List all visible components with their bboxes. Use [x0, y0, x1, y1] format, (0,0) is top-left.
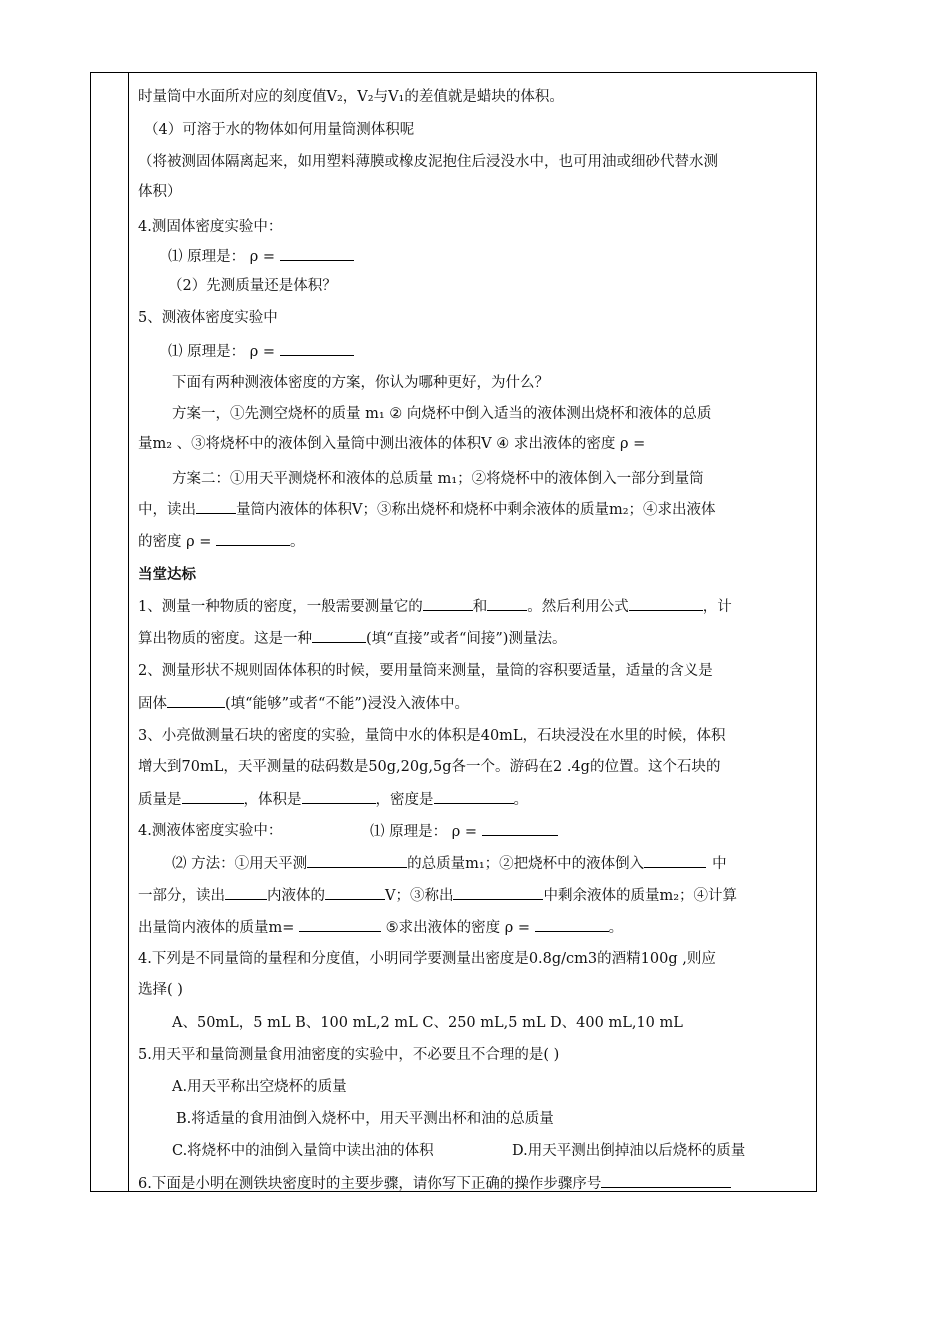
text-segment: 。 [290, 534, 305, 550]
text-segment: 6.下面是小明在测铁块密度时的主要步骤，请你写下正确的操作步骤序号 [138, 1176, 602, 1192]
answer-blank[interactable] [312, 628, 366, 643]
text-segment: 和 [472, 599, 488, 615]
principle-line [168, 246, 354, 267]
text-line [138, 596, 732, 617]
text-line: 4.测固体密度实验中： [138, 219, 283, 235]
choice-option-b: B.将适量的食用油倒入烧杯中，用天平测出杯和油的总质量 [176, 1111, 554, 1127]
text-line: 2、测量形状不规则固体体积的时候，要用量筒来测量，量筒的容积要适量，适量的含义是 [138, 663, 713, 679]
answer-blank[interactable] [644, 853, 706, 868]
text-line: （2）先测质量还是体积？ [168, 278, 337, 294]
text-segment: (填“直接”或者“间接”)测量法。 [366, 631, 567, 647]
text-segment: ⑤求出液体的密度 ρ = [385, 920, 531, 936]
text-line: 5、测液体密度实验中 [138, 310, 278, 326]
text-segment: ，计 [702, 599, 732, 615]
text-segment: ，体积是 [243, 792, 302, 808]
text-segment: 算出物质的密度。这是一种 [138, 631, 312, 647]
answer-blank[interactable] [487, 596, 527, 611]
answer-blank[interactable] [434, 789, 514, 804]
text-segment: 量筒内液体的体积V；③称出烧杯和烧杯中剩余液体的质量m₂；④求出液体 [236, 502, 716, 518]
text-segment: 的总质量m₁；②把烧杯中的液体倒入 [407, 856, 645, 872]
text-segment: 。 [608, 920, 624, 936]
section-heading: 当堂达标 [138, 567, 196, 583]
principle-label: ⑴ 原理是： ρ = [370, 824, 478, 840]
choice-option-c: C.将烧杯中的油倒入量筒中读出油的体积 [172, 1143, 434, 1159]
text-segment: 中 [712, 856, 727, 872]
text-line: 5.用天平和量筒测量食用油密度的实验中，不必要且不合理的是( ) [138, 1047, 560, 1063]
text-line: 4.下列是不同量筒的量程和分度值，小明同学要测量出密度是0.8g/cm3的酒精100g ,则应 [138, 951, 716, 967]
text-segment: 一部分，读出 [138, 888, 225, 904]
text-line [138, 693, 469, 714]
text-line: 4.测液体密度实验中： [138, 823, 283, 839]
answer-blank[interactable] [423, 596, 473, 611]
text-line: 时量筒中水面所对应的刻度值V₂，V₂与V₁的差值就是蜡块的体积。 [138, 89, 564, 105]
text-line: 方案二：①用天平测烧杯和液体的总质量 m₁；②将烧杯中的液体倒入一部分到量筒 [172, 471, 704, 487]
text-segment: V；③称出 [385, 888, 454, 904]
answer-blank[interactable] [601, 1173, 731, 1188]
text-segment: 的密度 ρ = [138, 534, 212, 550]
text-line: （将被测固体隔离起来，如用塑料薄膜或橡皮泥抱住后浸没水中，也可用油或细砂代替水测 [138, 154, 718, 170]
choice-option-a: A.用天平称出空烧杯的质量 [172, 1079, 347, 1095]
text-segment: 内液体的 [267, 888, 325, 904]
answer-blank[interactable] [482, 821, 558, 836]
text-line [138, 1173, 731, 1194]
text-line [138, 628, 566, 649]
answer-blank[interactable] [182, 789, 244, 804]
answer-blank[interactable] [325, 885, 385, 900]
text-segment: 。 [513, 792, 528, 808]
choice-option-d: D.用天平测出倒掉油以后烧杯的质量 [512, 1143, 746, 1159]
answer-blank[interactable] [629, 596, 703, 611]
text-line [138, 917, 623, 938]
answer-blank[interactable] [280, 341, 354, 356]
text-line: 量m₂ 、③将烧杯中的液体倒入量筒中测出液体的体积V ④ 求出液体的密度 ρ = [138, 436, 646, 452]
text-segment: 中，读出 [138, 502, 196, 518]
principle-label: ⑴ 原理是： ρ = [168, 344, 276, 360]
text-segment: (填“能够”或者“不能”)浸没入液体中。 [225, 696, 469, 712]
principle-line [370, 821, 558, 842]
answer-blank[interactable] [196, 499, 236, 514]
text-line [172, 853, 727, 874]
text-line [138, 885, 737, 906]
text-line [138, 499, 716, 520]
answer-blank[interactable] [167, 693, 225, 708]
text-line: 3、小亮做测量石块的密度的实验，量筒中水的体积是40mL，石块浸没在水里的时候，体积 [138, 728, 726, 744]
text-segment: 质量是 [138, 792, 182, 808]
text-line: （4）可溶于水的物体如何用量筒测体积呢 [144, 122, 415, 138]
answer-blank[interactable] [453, 885, 543, 900]
text-segment: 1、测量一种物质的密度，一般需要测量它的 [138, 599, 423, 615]
table-column-divider-left [128, 72, 129, 1192]
text-line [138, 789, 528, 810]
text-segment: ，密度是 [375, 792, 434, 808]
text-line: 体积） [138, 184, 182, 200]
text-segment: 中剩余液体的质量m₂；④计算 [543, 888, 738, 904]
table-column-divider-right [816, 72, 817, 1192]
principle-label: ⑴ 原理是： ρ = [168, 249, 276, 265]
text-line: 下面有两种测液体密度的方案，你认为哪种更好，为什么？ [172, 375, 549, 391]
answer-blank[interactable] [535, 917, 609, 932]
answer-blank[interactable] [307, 853, 407, 868]
text-segment: 出量筒内液体的质量m= [138, 920, 295, 936]
text-line [138, 531, 305, 552]
answer-blank[interactable] [225, 885, 267, 900]
choice-options: A、50mL，5 mL B、100 mL,2 mL C、250 mL,5 mL D、400 mL,10 mL [172, 1015, 683, 1031]
text-segment: 。然后利用公式 [527, 599, 629, 615]
answer-blank[interactable] [299, 917, 381, 932]
text-line: 增大到70mL，天平测量的砝码数是50g,20g,5g各一个。游码在2 .4g的位置。这个石块的 [138, 759, 721, 775]
answer-blank[interactable] [216, 531, 290, 546]
text-line: 选择( ) [138, 982, 183, 998]
answer-blank[interactable] [280, 246, 354, 261]
text-segment: ⑵ 方法：①用天平测 [172, 856, 308, 872]
text-segment: 固体 [138, 696, 167, 712]
principle-line [168, 341, 354, 362]
text-line: 方案一，①先测空烧杯的质量 m₁ ② 向烧杯中倒入适当的液体测出烧杯和液体的总质 [172, 406, 712, 422]
answer-blank[interactable] [302, 789, 376, 804]
